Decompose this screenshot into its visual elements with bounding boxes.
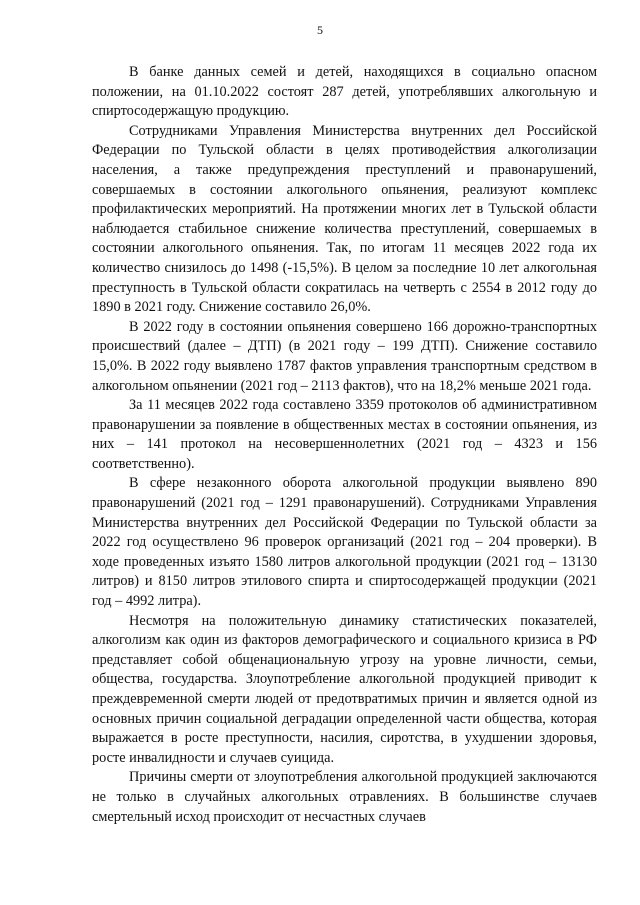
paragraph-national-threat: Несмотря на положительную динамику статистических показателей, алкоголизм как один из факторов демографического и социального кризиса в РФ представляет собой общенациональную угрозу на уровне личности, семьи, общества, государства. Злоупотребление алкогольной продукцией приводит к преждевременной смерти людей от предотвратимых причин и является одной из основных причин социальной деградации определенной части общества, которая выражается в росте преступности, насилия, сиротства, в ухудшении здоровья, росте инвалидности и случаев суицида. [92,612,597,766]
page-number: 5 [317,23,323,37]
paragraph-traffic-accidents: В 2022 году в состоянии опьянения совершено 166 дорожно-транспортных происшествий (далее – ДТП) (в 2021 году – 199 ДТП). Снижение составило 15,0%. В 2022 году выявлено 1787 фактов управления транспортным средством в алкогольном опьянении (2021 год – 2113 фактов), что на 18,2% меньше 2021 года. [92,318,597,394]
paragraph-police-prevention: Сотрудниками Управления Министерства внутренних дел Российской Федерации по Тульской области в целях противодействия алкоголизации населения, а также предупреждения преступлений и правонарушений, совершаемых в состоянии алкогольного опьянения, реализуют комплекс профилактических мероприятий. На протяжении многих лет в Тульской области наблюдается стабильное снижение количества преступлений, совершаемых в состоянии алкогольного опьянения. Так, по итогам 11 месяцев 2022 года их количество снизилось до 1498 (-15,5%). В целом за последние 10 лет алкогольная преступность в Тульской области сократилась на четверть с 2554 в 2012 году до 1890 в 2021 году. Снижение составило 26,0%. [92,122,597,316]
body-text [92,63,597,827]
paragraph-risk-families: В банке данных семей и детей, находящихся в социально опасном положении, на 01.10.2022 состоят 287 детей, употреблявших алкогольную и спиртосодержащую продукцию. [92,64,597,120]
paragraph-causes-of-death: Причины смерти от злоупотребления алкогольной продукцией заключаются не только в случайных алкогольных отравлениях. В большинстве случаев смертельный исход происходит от несчастных случаев [92,769,597,825]
paragraph-illegal-trafficking: В сфере незаконного оборота алкогольной продукции выявлено 890 правонарушений (2021 год – 1291 правонарушений). Сотрудниками Управления Министерства внутренних дел Российской Федерации по Тульской области за 2022 год осуществлено 96 проверок организаций (2021 год – 204 проверки). В ходе проведенных изъято 1580 литров алкогольной продукции (2021 год – 13130 литров) и 8150 литров этилового спирта и спиртосодержащей продукции (2021 год – 4992 литра). [92,475,597,610]
paragraph-administrative-protocols: За 11 месяцев 2022 года составлено 3359 протоколов об административном правонарушении за появление в общественных местах в состоянии опьянения, из них – 141 протокол на несовершеннолетних (2021 год – 4323 и 156 соответственно). [92,397,597,472]
